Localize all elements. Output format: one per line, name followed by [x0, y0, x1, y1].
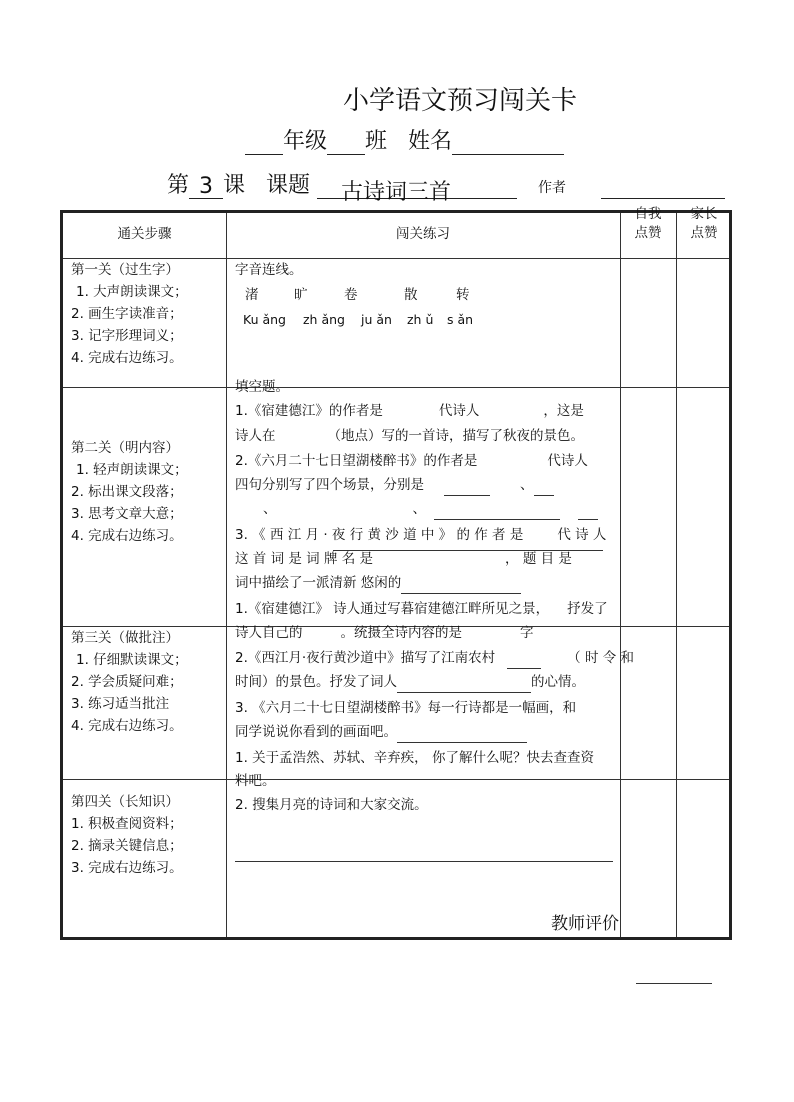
level4-title: 第四关（长知识） — [71, 794, 179, 810]
level3-title: 第三关（做批注） — [71, 630, 179, 646]
name-blank[interactable] — [452, 130, 564, 155]
char-item[interactable]: 散 — [404, 287, 418, 303]
class-label: 班 — [365, 129, 388, 154]
level3-steps: 第三关（做批注） 1. 仔细默读课文； 2. 学会质疑问难； 3. 练习适当批注 4. 完成右边练习。 — [71, 627, 188, 737]
answer-blank[interactable] — [401, 579, 521, 594]
name-label: 姓名 — [408, 129, 453, 154]
level2-q1-line1: 1.《宿建德江》的作者是 代诗人 ，这是 — [235, 403, 584, 419]
char-row — [245, 284, 470, 306]
topic-value: 古诗词三首 — [317, 175, 517, 199]
level2-title: 第二关（明内容） — [71, 440, 179, 456]
level2-q2-line1: 2.《六月二十七日望湖楼醉书》的作者是 代诗人 — [235, 453, 588, 469]
level4-k1-line1: 1. 关于孟浩然、苏轼、辛弃疾， 你了解什么呢？快去查查资 — [235, 750, 594, 766]
level3-p3-line2: 同学说说你看到的画面吧。 — [235, 721, 527, 743]
level2-q3-line3: 词中描绘了一派清新 悠闲的 — [235, 572, 521, 594]
answer-blank[interactable] — [534, 481, 554, 496]
grade-label: 年级 — [283, 129, 328, 154]
author-blank[interactable] — [601, 174, 725, 199]
answer-blank[interactable] — [397, 678, 531, 693]
divider — [63, 387, 729, 388]
pinyin-item[interactable]: zh ǎng — [303, 312, 345, 327]
pinyin-item[interactable]: zh ǔ — [407, 312, 434, 327]
level2-instruction: 填空题。 — [235, 379, 289, 395]
level2-q3-line1: 3. 《 西 江 月 · 夜 行 黄 沙 道 中 》 的 作 者 是 代 诗 人 — [235, 527, 607, 543]
level3-p2-line1: 2.《西江月·夜行黄沙道中》描写了江南农村 （ 时 令 和 — [235, 647, 634, 669]
answer-blank[interactable] — [444, 481, 490, 496]
answer-blank[interactable] — [507, 654, 541, 669]
answer-blank[interactable] — [434, 505, 560, 520]
level1-instruction: 字音连线。 — [235, 262, 303, 278]
level3-p2-line2: 时间）的景色。抒发了词人 的心情。 — [235, 671, 585, 693]
header-practice: 闯关练习 — [396, 226, 450, 242]
level3-p1-line1: 1.《宿建德江》 诗人通过写暮宿建德江畔所见之景， 抒发了 — [235, 601, 608, 617]
level2-q1-line2: 诗人在 （地点）写的一首诗，描写了秋夜的景色。 — [235, 428, 584, 444]
level3-p1-line2: 诗人自己的 。统摄全诗内容的是 字 — [235, 625, 534, 641]
level1-steps: 第一关（过生字） 1. 大声朗读课文； 2. 画生字读准音； 3. 记字形理词义； 4. 完成右边练习。 — [71, 259, 188, 369]
char-item[interactable]: 旷 — [294, 287, 308, 303]
level2-q3-line2: 这 首 词 是 词 牌 名 是 ， 题 目 是 — [235, 551, 572, 567]
header-steps: 通关步骤 — [117, 226, 172, 242]
level4-k1-line2: 料吧。 — [235, 773, 276, 789]
divider — [676, 213, 677, 937]
pinyin-item[interactable]: ju ǎn — [361, 312, 392, 327]
student-info-line — [245, 124, 564, 155]
level4-k2: 2. 搜集月亮的诗词和大家交流。 — [235, 797, 428, 813]
checkpoint-table — [60, 206, 732, 940]
pinyin-item[interactable]: Ku ǎng — [243, 312, 286, 327]
teacher-eval-label: 教师评价 — [551, 914, 619, 934]
answer-blank[interactable] — [397, 728, 527, 743]
lesson-info-line — [167, 168, 725, 205]
author-label: 作者 — [538, 180, 567, 196]
teacher-eval-line[interactable] — [636, 983, 712, 984]
char-item[interactable]: 渚 — [245, 287, 259, 303]
level2-q2-line2: 四句分别写了四个场景，分别是 、 — [235, 474, 554, 496]
pinyin-item[interactable]: s ǎn — [447, 312, 474, 327]
lesson-prefix: 第 — [167, 173, 190, 198]
char-item[interactable]: 卷 — [344, 287, 358, 303]
answer-blank[interactable] — [578, 505, 598, 520]
answer-line[interactable] — [235, 861, 613, 862]
answer-blank[interactable] — [333, 550, 603, 551]
level2-steps: 第二关（明内容） 1. 轻声朗读课文； 2. 标出课文段落； 3. 思考文章大意； 4. 完成右边练习。 — [71, 437, 188, 547]
divider — [226, 213, 227, 937]
header-self-like: 自我 点赞 — [634, 206, 662, 241]
header-parent-like: 家长 点赞 — [690, 206, 718, 241]
lesson-suffix: 课 — [223, 173, 246, 198]
char-item[interactable]: 转 — [456, 287, 470, 303]
page-title: 小学语文预习闯关卡 — [343, 86, 578, 116]
divider — [63, 779, 729, 780]
level3-p3-line1: 3. 《六月二十七日望湖楼醉书》每一行诗都是一幅画，和 — [235, 700, 577, 716]
lesson-number: 3 — [189, 174, 223, 199]
topic-label: 课题 — [266, 173, 311, 198]
class-blank[interactable] — [327, 130, 365, 155]
divider — [620, 213, 621, 937]
level4-steps: 第四关（长知识） 1. 积极查阅资料； 2. 摘录关键信息； 3. 完成右边练习。 — [71, 791, 183, 879]
grade-blank[interactable] — [245, 130, 283, 155]
pinyin-row — [243, 309, 473, 331]
level2-q2-line3: 、 、 — [235, 498, 598, 520]
level1-title: 第一关（过生字） — [71, 262, 179, 278]
